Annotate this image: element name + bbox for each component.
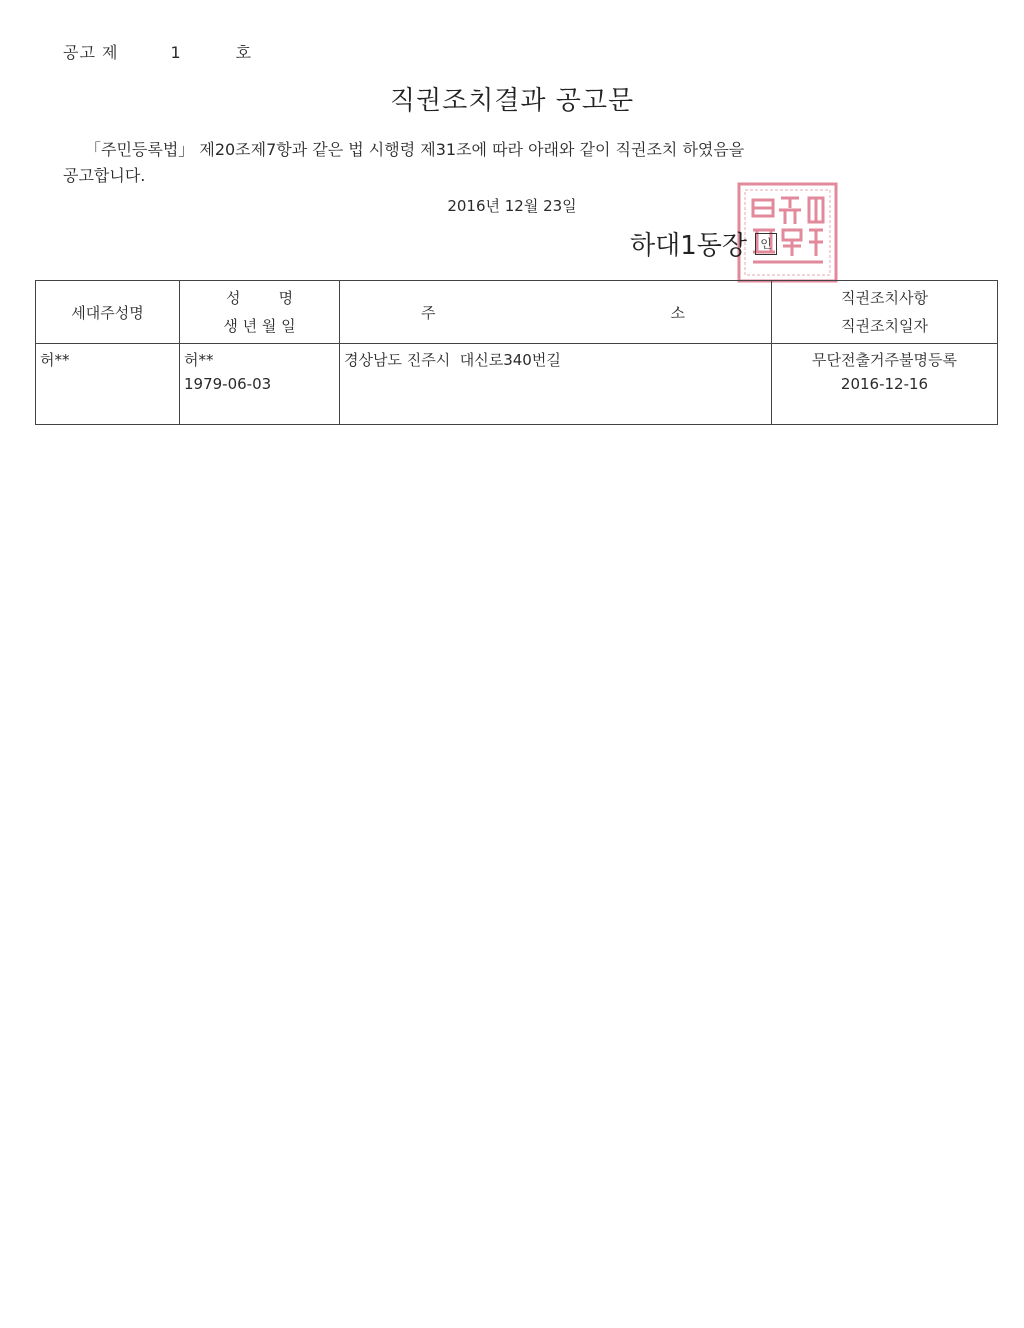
header-address	[340, 281, 772, 344]
cell-name-birth	[180, 344, 340, 425]
result-table-wrap	[35, 280, 997, 425]
signer-name: 하대1동장	[630, 231, 748, 261]
document-title: 직권조치결과 공고문	[389, 86, 635, 116]
cell-action	[772, 344, 998, 425]
header-householder: 세대주성명	[36, 281, 180, 344]
header-action-label: 직권조치사항	[841, 289, 928, 307]
seal-mark: 인	[755, 233, 777, 255]
signer	[630, 225, 777, 262]
cell-action-text: 무단전출거주불명등록	[812, 351, 957, 369]
table-row	[36, 344, 998, 425]
cell-name: 허**	[184, 351, 214, 369]
table-header-row	[36, 281, 998, 344]
cell-birth: 1979-06-03	[184, 375, 272, 393]
cell-address: 경상남도 진주시 대신로340번길	[340, 344, 772, 425]
notice-suffix: 호	[235, 43, 253, 62]
result-table	[35, 280, 998, 425]
header-name: 성 명	[225, 289, 294, 307]
notice-number-line	[63, 40, 252, 63]
notice-date: 2016년 12월 23일	[447, 197, 577, 215]
header-action-date: 직권조치일자	[841, 317, 928, 335]
header-birth: 생 년 월 일	[223, 317, 296, 335]
cell-householder: 허**	[36, 344, 180, 425]
notice-number: 1	[170, 43, 182, 62]
body-line-1: 「주민등록법」 제20조제7항과 같은 법 시행령 제31조에 따라 아래와 같이 직권조치 하였음을	[85, 140, 745, 159]
body-line-2: 공고합니다.	[63, 166, 146, 185]
notice-label: 공고 제	[63, 43, 119, 62]
header-address-left: 주	[421, 303, 436, 322]
header-action	[772, 281, 998, 344]
header-name-birth	[180, 281, 340, 344]
cell-action-date: 2016-12-16	[840, 375, 929, 393]
header-address-right: 소	[670, 303, 685, 322]
